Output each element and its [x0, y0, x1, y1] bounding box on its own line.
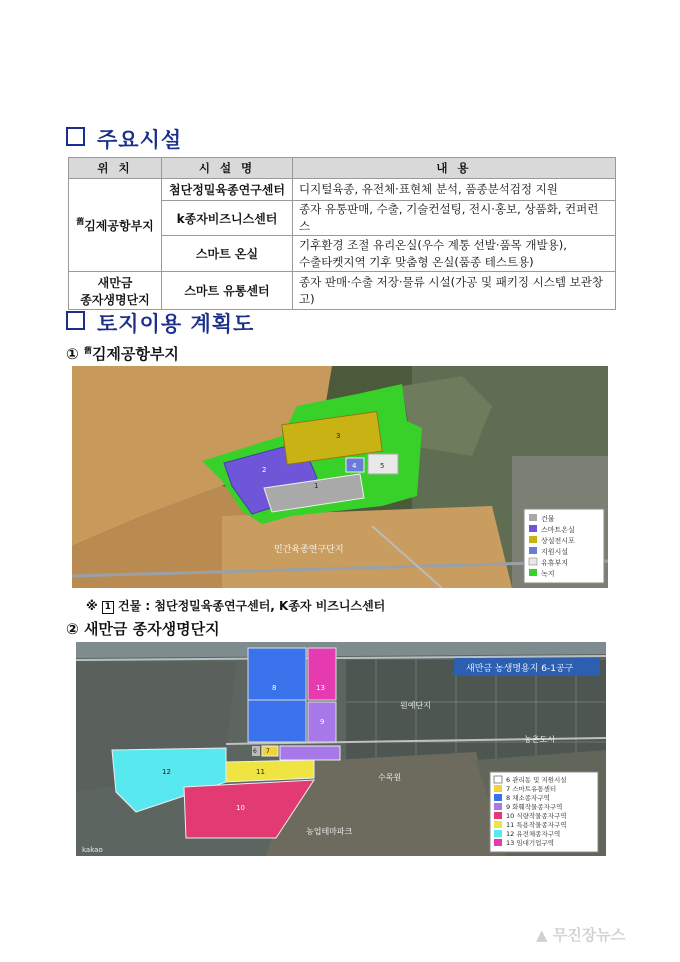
gimje-land-use-map	[72, 366, 608, 588]
facility-name: 첨단정밀육종연구센터	[162, 179, 293, 201]
map-provider-label: kakao	[82, 846, 103, 854]
map2-banner-text: 새만금 농생명용지 6-1공구	[466, 664, 574, 674]
facilities-section-title: 주요시설	[66, 124, 182, 154]
place-label: 원예단지	[400, 701, 431, 710]
zone-label: 11	[256, 768, 265, 776]
legend-item: 녹지	[541, 570, 555, 578]
facility-name: k종자비즈니스센터	[162, 201, 293, 236]
table-row	[69, 179, 616, 201]
area-label: 민간육종연구단지	[274, 545, 344, 555]
saemangeum-land-use-map	[76, 642, 606, 856]
header-content: 내 용	[293, 158, 616, 179]
header-facility: 시 설 명	[162, 158, 293, 179]
gimje-map-svg	[72, 366, 608, 588]
facility-name: 스마트 유통센터	[162, 272, 293, 310]
zone-label: 2	[262, 466, 267, 474]
zone-label: 1	[314, 482, 319, 490]
legend-item: 스마트온실	[541, 526, 575, 534]
header-location: 위 치	[69, 158, 162, 179]
legend-item: 10 식량작물종자구역	[506, 812, 567, 820]
checkbox-square-icon	[66, 311, 85, 330]
map1-heading: ① $^舊$김제공항부지	[66, 345, 179, 363]
checkbox-square-icon	[66, 127, 85, 146]
zone-label: 3	[336, 432, 341, 440]
legend-item: 8 채소종자구역	[506, 794, 550, 802]
zone-label: 6	[253, 748, 257, 755]
place-label: 수목원	[378, 773, 402, 782]
facility-desc: 기후환경 조절 유리온실(우수 계통 선발·품목 개발용), 수출타켓지역 기후 맞춤형 온실(품종 테스트용)	[293, 236, 616, 272]
saemangeum-map-svg	[76, 642, 606, 856]
location-saemangeum: 새만금 종자생명단지	[69, 272, 162, 310]
zone-label: 9	[320, 718, 325, 726]
zone-label: 8	[272, 684, 277, 692]
facility-desc: 디지털육종, 유전체·표현체 분석, 품종분석검정 지원	[293, 179, 616, 201]
legend-item: 유휴부지	[541, 559, 569, 567]
zone-label: 10	[236, 804, 245, 812]
map2-heading: ② 새만금 종자생명단지	[66, 620, 220, 638]
zone-label: 13	[316, 684, 325, 692]
zone-label: 5	[380, 462, 385, 470]
legend-item: 건물	[541, 515, 555, 523]
zone-label: 12	[162, 768, 171, 776]
publisher-watermark: ▲ 무진장뉴스	[536, 926, 626, 944]
facility-desc: 종자 유통판매, 수출, 기술컨설팅, 전시·홍보, 상품화, 컨퍼런스	[293, 201, 616, 236]
table-header-row	[69, 158, 616, 179]
legend-item: 지원시설	[541, 548, 569, 556]
legend-item: 12 유전체종자구역	[506, 830, 561, 838]
facility-name: 스마트 온실	[162, 236, 293, 272]
legend-item: 9 화훼작물종자구역	[506, 803, 563, 811]
zone-label: 4	[352, 462, 357, 470]
mountain-logo-icon: ▲	[536, 926, 548, 944]
facilities-table	[68, 157, 616, 310]
facility-desc: 종자 판매·수출 저장·물류 시설(가공 및 패키징 시스템 보관창고)	[293, 272, 616, 310]
land-use-section-title: 토지이용 계획도	[66, 308, 254, 338]
table-row	[69, 272, 616, 310]
legend-item: 7 스마트유통센터	[506, 785, 557, 793]
zone-label: 7	[266, 748, 270, 755]
legend-item: 11 특용작물종자구역	[506, 821, 567, 829]
location-gimje: $^舊$김제공항부지	[69, 179, 162, 272]
legend-item: 6 관리동 및 지원시설	[506, 776, 567, 784]
map1-note: ※ 1 건물 : 첨단정밀육종연구센터, K종자 비즈니스센터	[86, 599, 386, 613]
legend-item: 13 임대기업구역	[506, 839, 555, 847]
legend-item: 상설전시포	[541, 537, 575, 545]
place-label: 농업테마파크	[306, 827, 353, 836]
place-label: 농촌도시	[524, 735, 555, 744]
